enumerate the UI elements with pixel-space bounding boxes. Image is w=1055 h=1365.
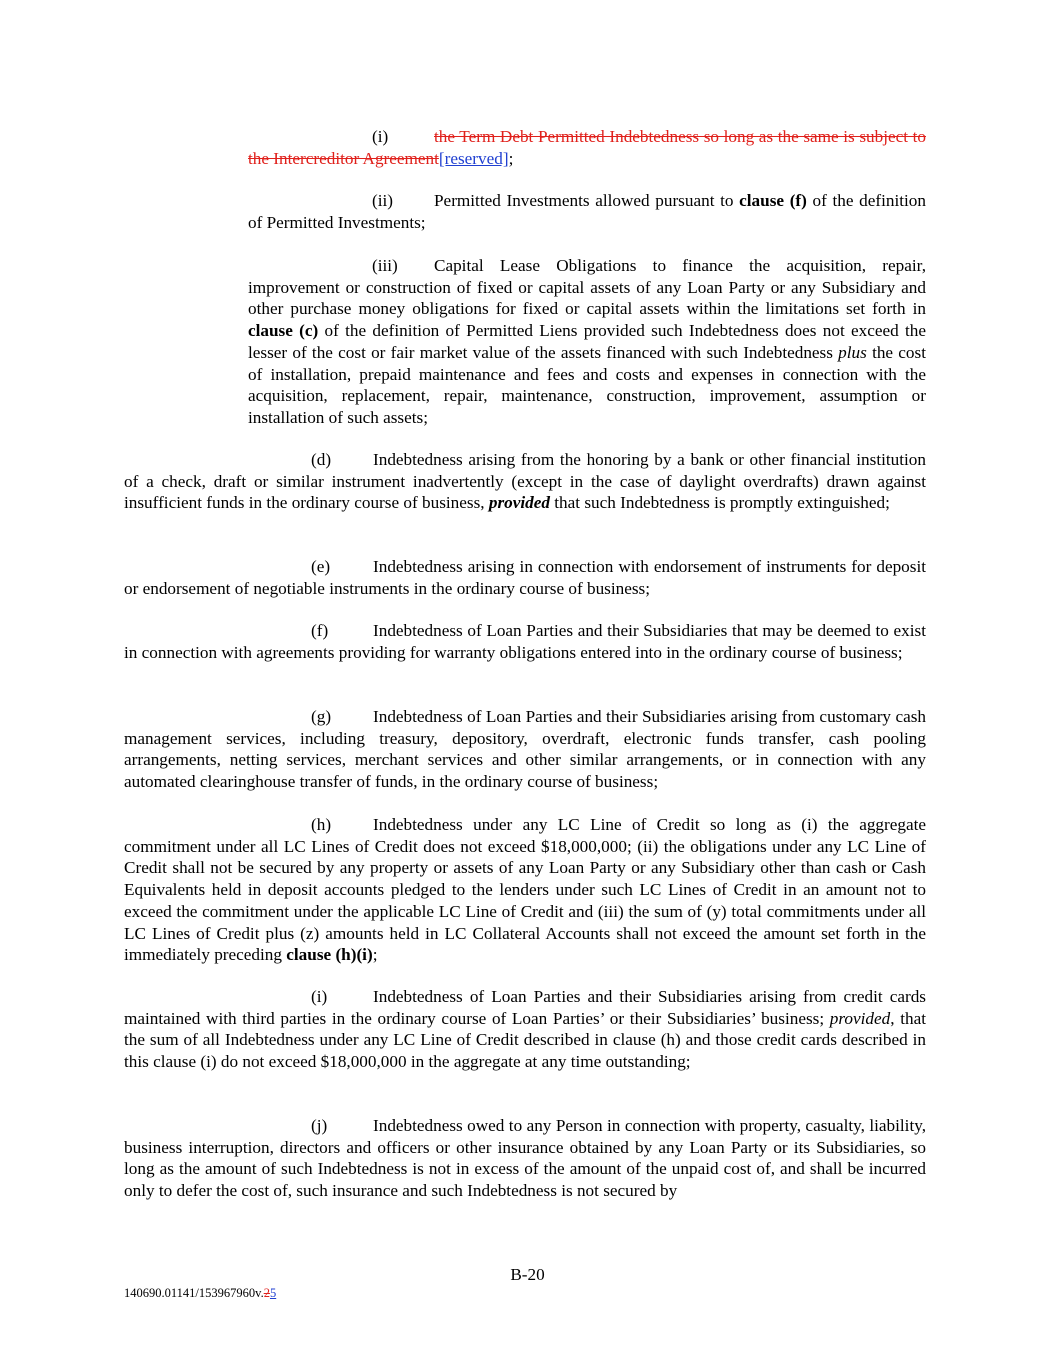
page-number: B-20: [510, 1265, 545, 1284]
clause-f-warranty: (f) Indebtedness of Loan Parties and their Subsidiaries that may be deemed to exist in connection with agreements providing for warranty obligations entered into in the ordinary course of business;: [124, 621, 926, 662]
clause-number: (ii): [372, 191, 393, 210]
clause-e-endorsement: (e) Indebtedness arising in connection with endorsement of instruments for deposit or endorsement of negotiable instruments in the ordinary course of business;: [124, 557, 926, 598]
clause-j-insurance: (j) Indebtedness owed to any Person in connection with property, casualty, liability, business interruption, directors and officers or other insurance obtained by any Loan Party or its Subsidiaries, so long as the amount of such Indebtedness is not in excess of the amount of the unpaid cost of, and shall be incurred only to defer the cost of, such insurance and such Indebtedness is not secured by: [124, 1116, 926, 1201]
clause-number: (iii): [372, 256, 398, 275]
clause-number: (d): [311, 450, 332, 469]
clause-number: (j): [311, 1116, 328, 1135]
emphasis-term: provided: [488, 493, 550, 513]
clause-iii-capital-lease: (iii) Capital Lease Obligations to finance the acquisition, repair, improvement or construction of fixed or capital assets of any Loan Party or any Subsidiary and other purchase money obligations for fixed or capital assets within the limitations set forth in clause (c) of the definition of Permitted Liens provided such Indebtedness does not exceed the lesser of the cost or fair market value of the assets financed with such Indebtedness plus the cost of installation, prepaid maintenance and fees and costs and expenses in connection with the acquisition, replacement, repair, maintenance, construction, improvement, assumption or installation of such assets;: [248, 256, 926, 427]
clause-i-credit-cards: (i) Indebtedness of Loan Parties and their Subsidiaries arising from credit cards maintained with third parties in the ordinary course of Loan Parties’ or their Subsidiaries’ business; provided, that the sum of all Indebtedness under any LC Line of Credit described in clause (h) and those credit cards described in this clause (i) do not exceed $18,000,000 in the aggregate at any time outstanding;: [124, 987, 926, 1072]
clause-number: (h): [311, 815, 332, 834]
clause-d-honoring: (d) Indebtedness arising from the honoring by a bank or other financial institution of a check, draft or similar instrument inadvertently (except in the case of daylight overdrafts) drawn against insufficient funds in the ordinary course of business, provided that such Indebtedness is promptly extinguished;: [124, 450, 926, 513]
clause-ii-permitted-investments: (ii) Permitted Investments allowed pursuant to clause (f) of the definition of Permitted Investments;: [248, 191, 926, 232]
clause-reference: clause (c): [248, 321, 319, 341]
inserted-text: [reserved]: [438, 148, 509, 168]
clause-number: (i): [311, 987, 328, 1006]
clause-reference: clause (h)(i): [286, 945, 373, 965]
clause-number: (f): [311, 621, 329, 640]
document-id: 140690.01141/153967960v.25: [124, 1286, 277, 1300]
deleted-text: the Term Debt Permitted Indebtedness so long as the same is subject to the Intercreditor Agreement: [248, 127, 926, 168]
clause-h-lc-line-of-credit: (h) Indebtedness under any LC Line of Credit so long as (i) the aggregate commitment under all LC Lines of Credit does not exceed $18,000,000; (ii) the obligations under any LC Line of Credit shall not be secured by any property or assets of any Loan Party or any Subsidiary other than cash or Cash Equivalents held in deposit accounts pledged to the lenders under such LC Lines of Credit in an amount not to exceed the commitment under the applicable LC Line of Credit and (iii) the sum of (y) total commitments under all LC Lines of Credit plus (z) amounts held in LC Collateral Accounts shall not exceed the amount set forth in the immediately preceding clause (h)(i);: [124, 815, 926, 965]
clause-number: (e): [311, 557, 331, 576]
clause-reference: clause (f): [739, 191, 807, 210]
clause-g-cash-management: (g) Indebtedness of Loan Parties and their Subsidiaries arising from customary cash management services, including treasury, depository, overdraft, electronic funds transfer, cash pooling arrangements, netting services, merchant services and other similar arrangements, or in connection with any automated clearinghouse transfer of funds, in the ordinary course of business;: [124, 707, 926, 792]
italic-term: provided: [829, 1008, 891, 1028]
clause-i-reserved: (i) the Term Debt Permitted Indebtedness so long as the same is subject to the Intercreditor Agreement[reserved];: [248, 127, 926, 168]
clause-number: (g): [311, 707, 332, 726]
deleted-version: 2: [263, 1286, 270, 1300]
italic-term: plus: [838, 342, 867, 362]
inserted-version: 5: [269, 1286, 277, 1300]
clause-number: (i): [372, 127, 389, 146]
